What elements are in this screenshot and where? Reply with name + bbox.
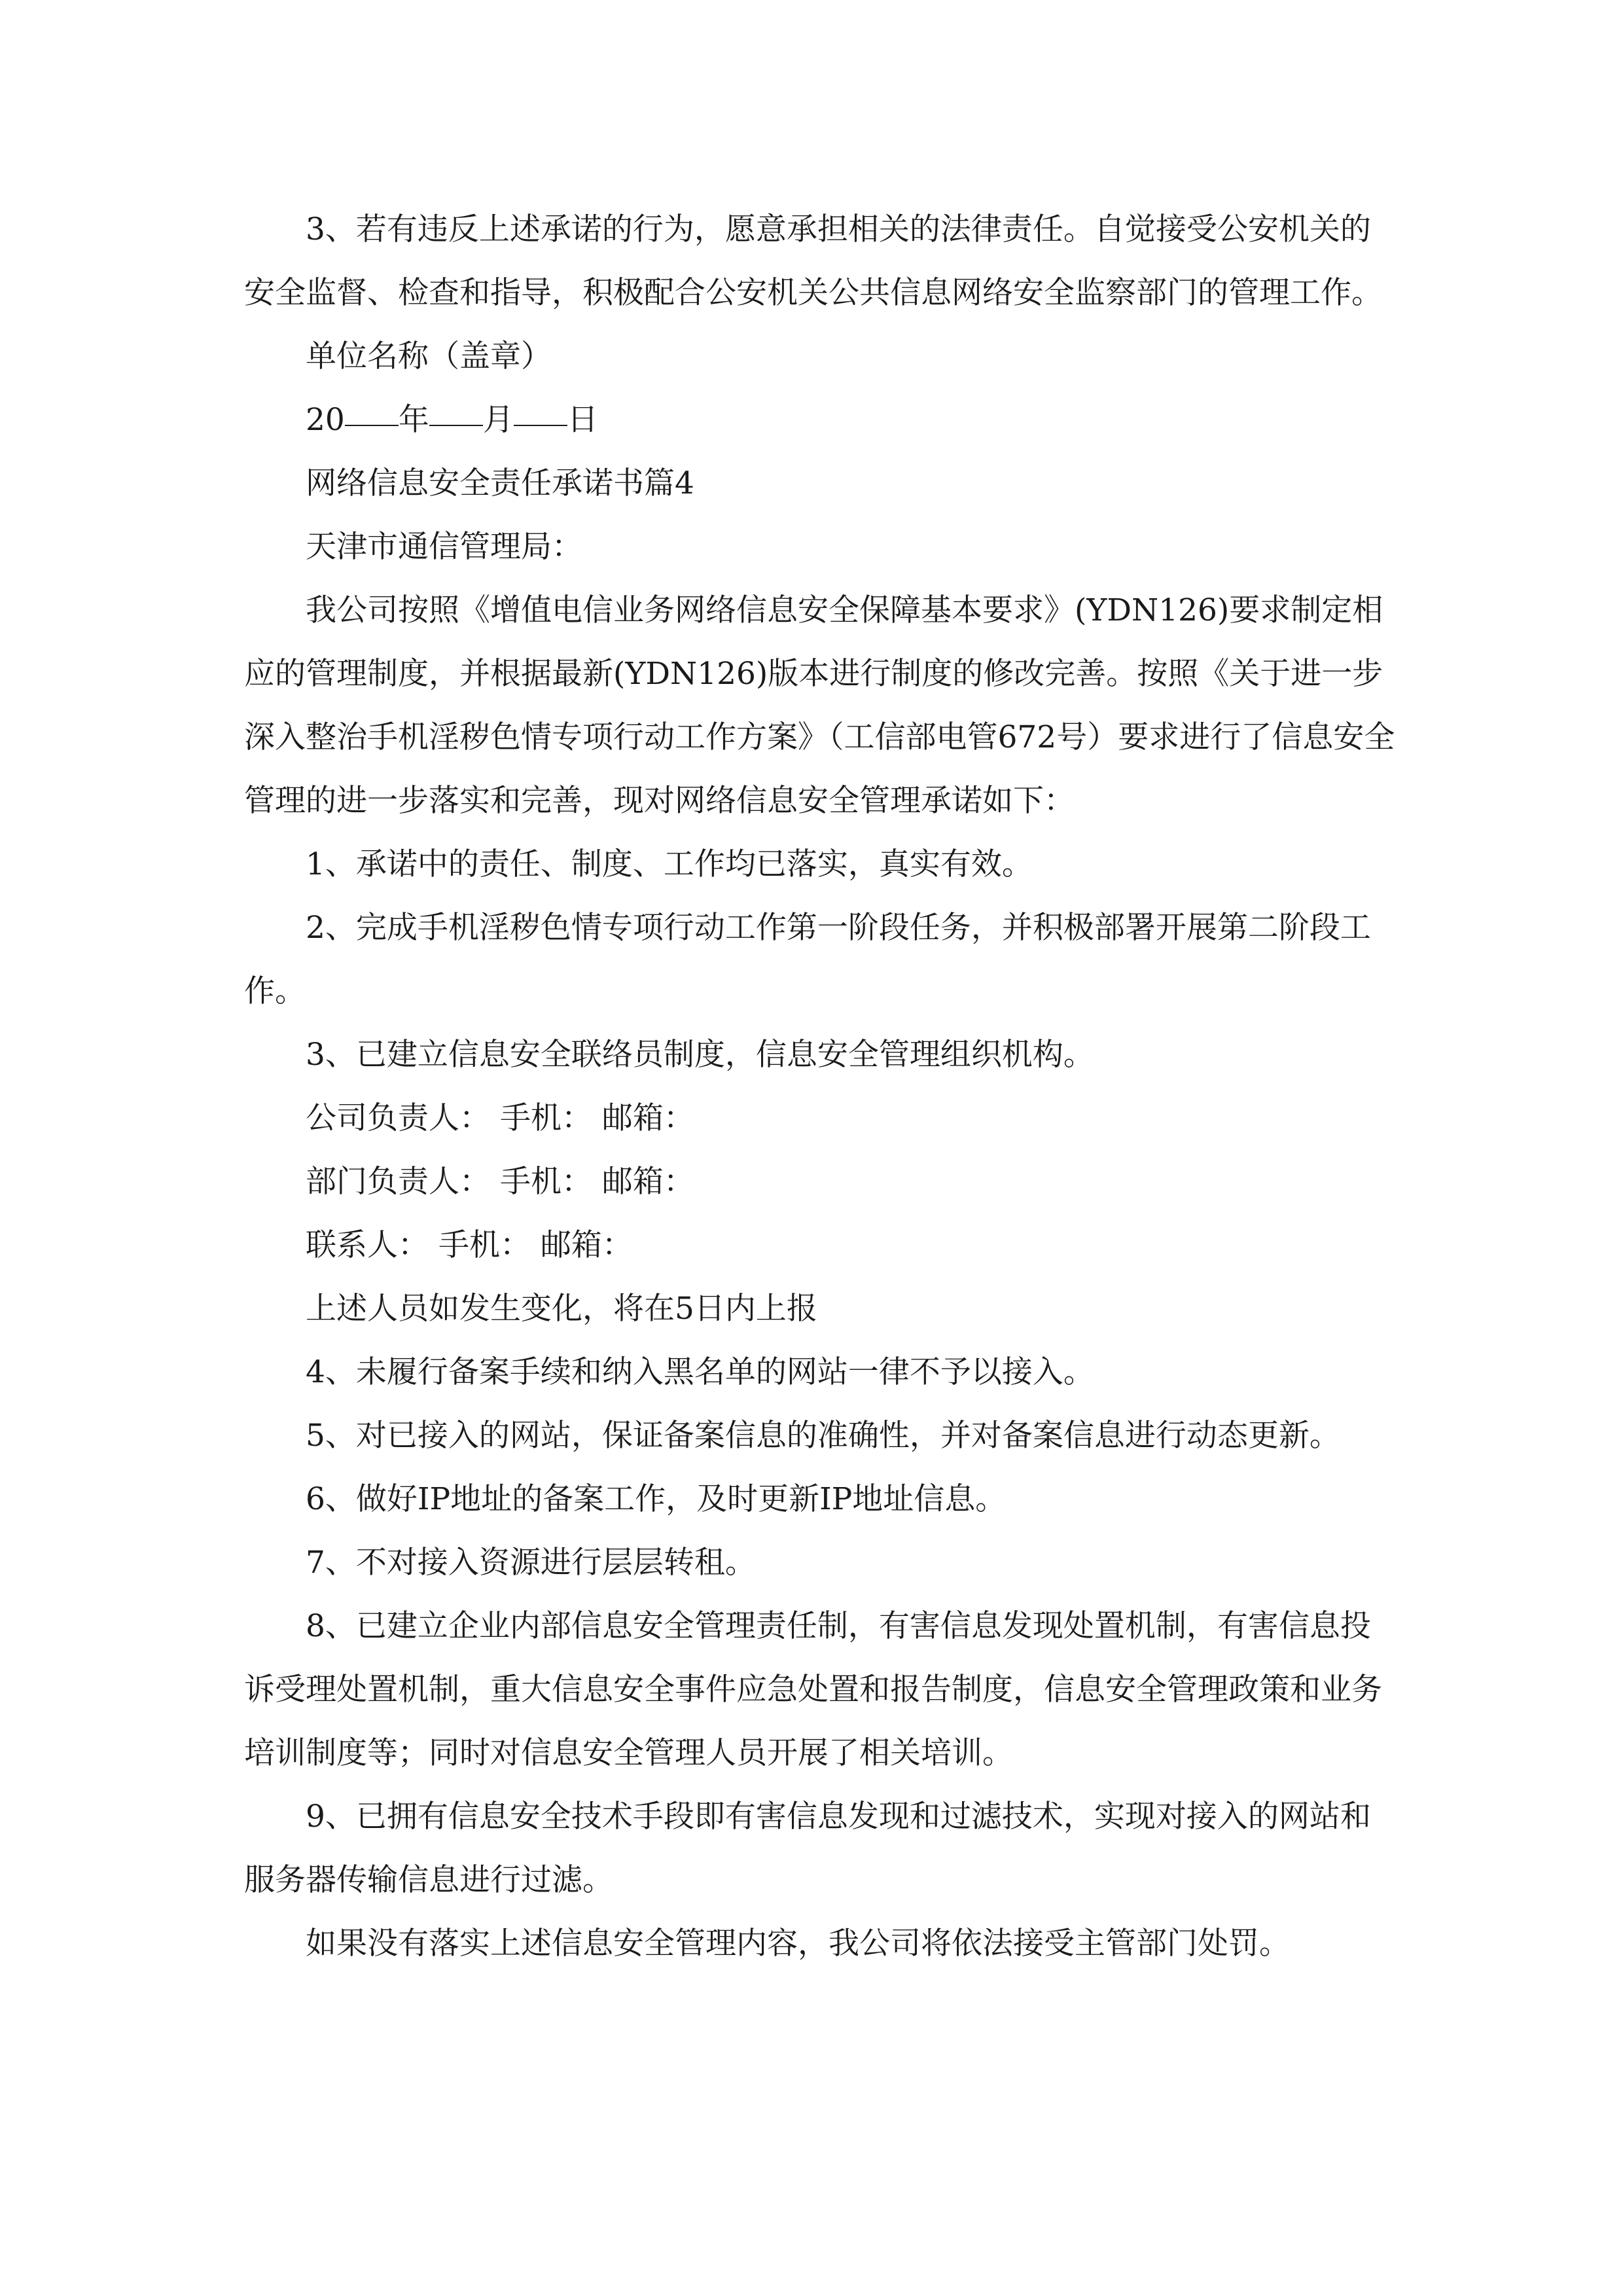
date-year-prefix: 20 xyxy=(306,402,345,438)
paragraph-unit-name-seal: 单位名称（盖章） xyxy=(306,338,552,374)
paragraph-change-report: 上述人员如发生变化，将在5日内上报 xyxy=(306,1291,817,1327)
paragraph-intro-commitment: 我公司按照《增值电信业务网络信息安全保障基本要求》(YDN126)要求制定相应的管理制度，并根据最新(YDN126)版本进行制度的修改完善。按照《关于进一步深入整治手机淫秽色情专项行动工作方案》（工信部电管672号）要求进行了信息安全管理的进一步落实和完善，现对网络信息安全管理承诺如下： xyxy=(244,592,1395,819)
paragraph-item-9: 9、已拥有信息安全技术手段即有害信息发现和过滤技术，实现对接入的网站和服务器传输信息进行过滤。 xyxy=(244,1799,1371,1898)
document-body xyxy=(244,198,1396,1975)
date-year-label: 年 xyxy=(398,402,429,438)
paragraph-item-7: 7、不对接入资源进行层层转租。 xyxy=(306,1545,756,1581)
paragraph-closing: 如果没有落实上述信息安全管理内容，我公司将依法接受主管部门处罚。 xyxy=(306,1926,1290,1962)
date-month-label: 月 xyxy=(482,402,514,438)
contact-liaison: 联系人： 手机： 邮箱： xyxy=(306,1227,633,1263)
section-title: 网络信息安全责任承诺书篇4 xyxy=(306,465,694,501)
paragraph-item-3: 3、已建立信息安全联络员制度，信息安全管理组织机构。 xyxy=(306,1037,1094,1073)
date-month-blank xyxy=(429,394,483,426)
contact-department-head: 部门负责人： 手机： 邮箱： xyxy=(306,1164,694,1200)
paragraph-item-5: 5、对已接入的网站，保证备案信息的准确性，并对备案信息进行动态更新。 xyxy=(306,1418,1340,1454)
paragraph-item-8: 8、已建立企业内部信息安全管理责任制，有害信息发现处置机制，有害信息投诉受理处置机制，重大信息安全事件应急处置和报告制度，信息安全管理政策和业务培训制度等；同时对信息安全管理人员开展了相关培训。 xyxy=(244,1608,1382,1771)
paragraph-date-line xyxy=(244,388,1396,452)
paragraph-clause-3-liability: 3、若有违反上述承诺的行为，愿意承担相关的法律责任。自觉接受公安机关的安全监督、检查和指导，积极配合公安机关公共信息网络安全监察部门的管理工作。 xyxy=(244,211,1382,311)
date-year-blank xyxy=(345,394,399,426)
paragraph-item-1: 1、承诺中的责任、制度、工作均已落实，真实有效。 xyxy=(306,846,1033,882)
date-day-label: 日 xyxy=(567,402,598,438)
date-day-blank xyxy=(514,394,567,426)
addressee-line: 天津市通信管理局： xyxy=(306,529,582,565)
paragraph-item-4: 4、未履行备案手续和纳入黑名单的网站一律不予以接入。 xyxy=(306,1354,1094,1390)
contact-company-head: 公司负责人： 手机： 邮箱： xyxy=(306,1100,694,1136)
paragraph-item-2: 2、完成手机淫秽色情专项行动工作第一阶段任务，并积极部署开展第二阶段工作。 xyxy=(244,910,1371,1009)
paragraph-item-6: 6、做好IP地址的备案工作，及时更新IP地址信息。 xyxy=(306,1481,1007,1517)
